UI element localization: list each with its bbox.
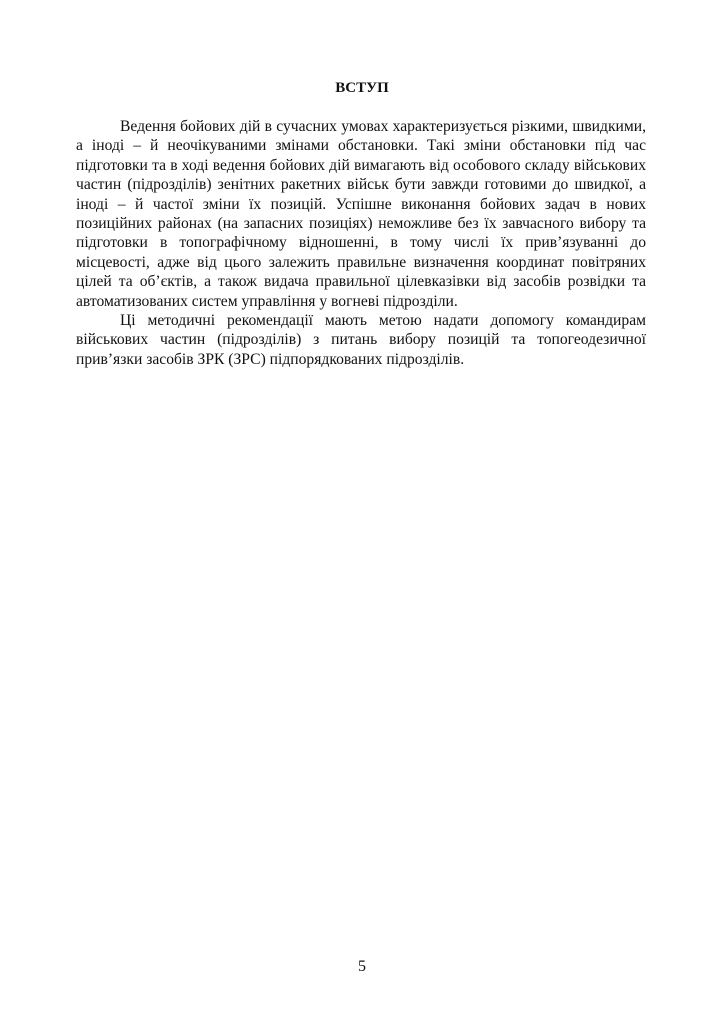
page-number: 5 bbox=[358, 958, 366, 975]
section-title: ВСТУП bbox=[335, 80, 389, 96]
body-text bbox=[76, 117, 646, 369]
paragraph-1: Ведення бойових дій в сучасних умовах характеризується різкими, швидкими, а іноді – й неочікуваними змінами обстановки. Такі зміни обстановки під час підготовки та в ході ведення бойових дій вимагають від особового складу військових частин (підрозділів) зенітних ракетних військ бути завжди готовими до швидкої, а іноді – й частої зміни їх позицій. Успішне виконання бойових задач в нових позиційних районах (на запасних позиціях) неможливе без їх завчасного вибору та підготовки в топографічному відношенні, в тому числі їх прив’язуванні до місцевості, адже від цього залежить правильне визначення координат повітряних цілей та об’єктів, а також видача правильної цілевказівки від засобів розвідки та автоматизованих систем управління у вогневі підрозділи. bbox=[76, 118, 646, 310]
paragraph-2: Ці методичні рекомендації мають метою надати допомогу командирам військових частин (підрозділів) з питань вибору позицій та топогеодезичної прив’язки засобів ЗРК (ЗРС) підпорядкованих підрозділів. bbox=[76, 312, 646, 368]
